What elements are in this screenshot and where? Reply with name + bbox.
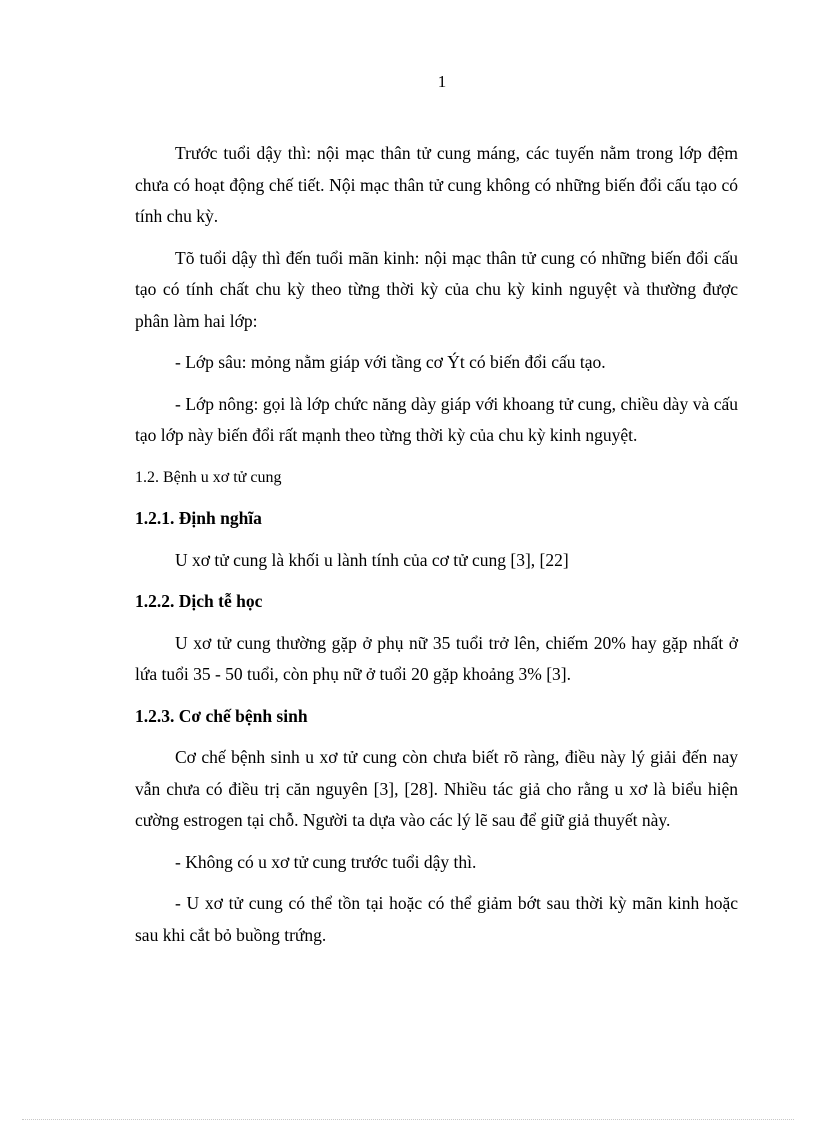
page-bottom-divider	[22, 1119, 794, 1120]
paragraph-pathogenesis: Cơ chế bệnh sinh u xơ tử cung còn chưa biết rõ ràng, điều này lý giải đến nay vẫn chưa có điều trị căn nguyên [3], [28]. Nhiều tác giả cho rằng u xơ là biểu hiện cường estrogen tại chỗ. Người ta dựa vào các lý lẽ sau để giữ giả thuyết này.	[135, 747, 738, 830]
subsection-heading-pathogenesis: 1.2.3. Cơ chế bệnh sinh	[135, 705, 308, 726]
page-number: 1	[437, 72, 447, 91]
subsection-heading-definition: 1.2.1. Định nghĩa	[135, 508, 262, 528]
section-heading-fibroids: 1.2. Bệnh u xơ tử cung	[135, 468, 282, 486]
paragraph-superficial-layer: - Lớp nông: gọi là lớp chức năng dày giáp với khoang tử cung, chiều dày và cấu tạo lớp này biến đổi rất mạnh theo từng thời kỳ của chu kỳ kinh nguyệt.	[135, 393, 738, 445]
paragraph-no-fibroids-before-puberty: - Không có u xơ tử cung trước tuổi dậy thì.	[175, 851, 477, 872]
subsection-heading-epidemiology: 1.2.2. Dịch tễ học	[135, 591, 263, 611]
paragraph-definition: U xơ tử cung là khối u lành tính của cơ tử cung [3], [22]	[175, 549, 569, 570]
paragraph-before-puberty: Trước tuổi dậy thì: nội mạc thân tử cung máng, các tuyến nằm trong lớp đệm chưa có hoạt động chế tiết. Nội mạc thân tử cung không có những biến đổi cấu tạo có tính chu kỳ.	[135, 143, 738, 226]
paragraph-epidemiology: U xơ tử cung thường gặp ở phụ nữ 35 tuổi trở lên, chiếm 20% hay gặp nhất ở lứa tuổi 35 - 50 tuổi, còn phụ nữ ở tuổi 20 gặp khoảng 3% [3].	[135, 632, 738, 684]
document-body	[135, 138, 738, 961]
paragraph-deep-layer: - Lớp sâu: mỏng nằm giáp với tầng cơ Ýt có biến đổi cấu tạo.	[175, 352, 606, 372]
paragraph-puberty-to-menopause: Tõ tuổi dậy thì đến tuổi mãn kinh: nội mạc thân tử cung có những biến đổi cấu tạo có tính chất chu kỳ theo từng thời kỳ của chu kỳ kinh nguyệt và thường được phân làm hai lớp:	[135, 247, 738, 331]
paragraph-fibroids-after-menopause: - U xơ tử cung có thể tồn tại hoặc có thể giảm bớt sau thời kỳ mãn kinh hoặc sau khi cắt bỏ buồng trứng.	[135, 893, 738, 945]
